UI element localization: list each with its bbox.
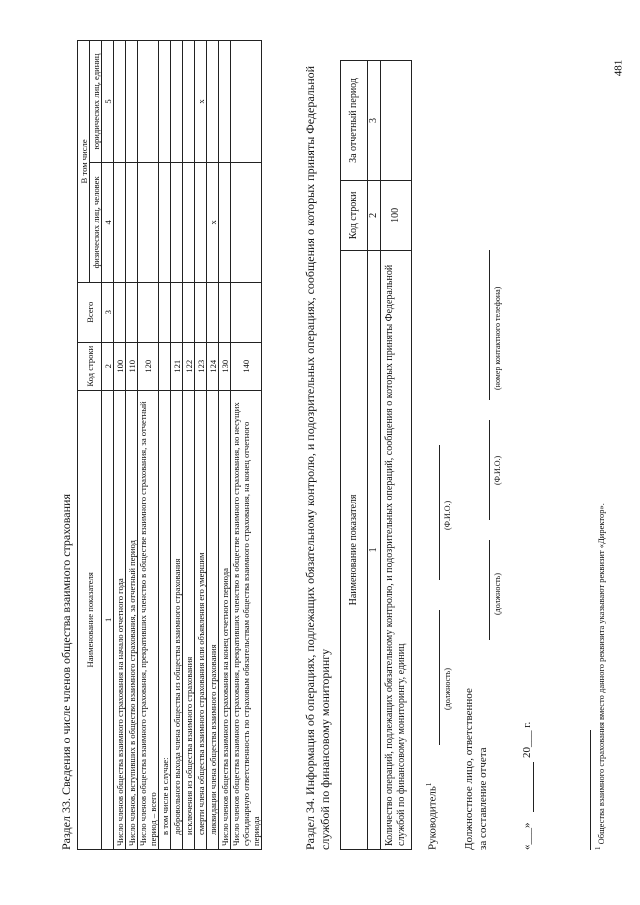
row-individuals: x [207, 162, 219, 282]
row-legal: x [195, 41, 207, 163]
row-individuals[interactable] [138, 162, 159, 282]
header-name: Наименование показателя [341, 250, 368, 849]
row-total[interactable] [231, 282, 262, 342]
section34-title: Раздел 34. Информация об операциях, подлежащих обязательному контролю, и подозрительных операциях, сообщения о которых приняты Федеральной службой по финансовому мониторингу [303, 65, 332, 850]
responsible-label: Должностное лицо, ответственное [463, 688, 475, 850]
row-code: 130 [219, 342, 231, 390]
responsible-position-line[interactable] [489, 540, 490, 640]
head-position-line[interactable] [439, 610, 440, 745]
col-number: 1 [102, 390, 114, 849]
col-number: 3 [368, 61, 381, 181]
row-name: ликвидации члена общества взаимного страхования [207, 390, 219, 849]
row-total[interactable] [183, 282, 195, 342]
row-name: добровольного выхода члена общества из общества взаимного страхования [171, 390, 183, 849]
row-legal[interactable] [219, 41, 231, 163]
row-individuals[interactable] [219, 162, 231, 282]
responsible-fio-line[interactable] [489, 420, 490, 520]
row-name: Число членов общества взаимного страхования на начало отчетного года [114, 390, 126, 849]
row-code: 100 [114, 342, 126, 390]
section33-table [77, 40, 262, 850]
table-row [231, 41, 262, 850]
table-row [219, 41, 231, 850]
date-month-line[interactable] [533, 762, 534, 812]
table-row [114, 41, 126, 850]
responsible-fio-caption: (Ф.И.О.) [493, 455, 502, 485]
header-legal: юридических лиц, единиц [90, 41, 102, 163]
row-individuals[interactable] [126, 162, 138, 282]
row-legal[interactable] [183, 41, 195, 163]
row-code: 110 [126, 342, 138, 390]
header-total: Всего [78, 282, 102, 342]
row-name: Число членов, вступивших в общество взаимного страхования, за отчетный период [126, 390, 138, 849]
head-position-caption: (должность) [443, 668, 452, 710]
date-year[interactable]: 20___ г. [521, 721, 533, 758]
table-row [171, 41, 183, 850]
rotated-page [45, 30, 640, 880]
row-name: Число членов общества взаимного страхования, прекративших членство в обществе взаимного страхования, но несущих субсидиарную ответственность по страховым обязательствам общества взаимного страхования, на конец отчетного периода [231, 390, 262, 849]
row-name: Число членов общества взаимного страхования, прекративших членство в обществе взаимного страхования, за отчетный период – всего [138, 390, 159, 849]
responsible-position-caption: (должность) [493, 573, 502, 615]
row-total[interactable] [159, 282, 171, 342]
head-label: Руководитель$^1$ [425, 782, 439, 850]
row-name: Число членов общества взаимного страхования на конец отчетного периода [219, 390, 231, 849]
header-including: В том числе [78, 41, 90, 283]
section34-table [340, 60, 412, 850]
row-individuals[interactable] [159, 162, 171, 282]
col-number: 2 [368, 180, 381, 250]
row-individuals[interactable] [195, 162, 207, 282]
row-legal[interactable] [207, 41, 219, 163]
phone-caption: (номер контактного телефона) [493, 286, 502, 390]
row-name: смерти члена общества взаимного страхования или объявления его умершим [195, 390, 207, 849]
header-code: Код строки [341, 180, 368, 250]
table-row [183, 41, 195, 850]
row-code [159, 342, 171, 390]
row-code: 122 [183, 342, 195, 390]
head-fio-caption: (Ф.И.О.) [443, 500, 452, 530]
col-number: 4 [102, 162, 114, 282]
row-individuals[interactable] [183, 162, 195, 282]
responsible-label: за составление отчета [477, 747, 489, 850]
col-number: 1 [368, 250, 381, 849]
table-row [126, 41, 138, 850]
row-code: 100 [381, 180, 412, 250]
header-name: Наименование показателя [78, 390, 102, 849]
col-number: 2 [102, 342, 114, 390]
row-name: Количество операций, подлежащих обязательному контролю, и подозрительных операций, сообщения о которых приняты Федеральной службой по финансовому мониторингу, единиц [381, 250, 412, 849]
col-number: 5 [102, 41, 114, 163]
responsible-phone-line[interactable] [489, 250, 490, 400]
row-legal[interactable] [126, 41, 138, 163]
header-period: За отчетный период [341, 61, 368, 181]
row-legal[interactable] [171, 41, 183, 163]
row-name: исключения из общества взаимного страхования [183, 390, 195, 849]
row-total[interactable] [138, 282, 159, 342]
row-individuals[interactable] [114, 162, 126, 282]
table-row [195, 41, 207, 850]
row-individuals[interactable] [231, 162, 262, 282]
table-row [381, 61, 412, 850]
row-code: 121 [171, 342, 183, 390]
row-code: 123 [195, 342, 207, 390]
row-total[interactable] [207, 282, 219, 342]
date-day[interactable]: «___» [521, 822, 533, 850]
row-total[interactable] [195, 282, 207, 342]
row-legal[interactable] [231, 41, 262, 163]
footnote: $^1$ Общества взаимного страхования вместо данного реквизита указывают реквизит «Директор». [594, 503, 606, 850]
row-value[interactable] [381, 61, 412, 181]
row-individuals[interactable] [171, 162, 183, 282]
table-row [159, 41, 171, 850]
row-legal[interactable] [114, 41, 126, 163]
table-row [138, 41, 159, 850]
table-row [207, 41, 219, 850]
row-legal[interactable] [138, 41, 159, 163]
row-total[interactable] [126, 282, 138, 342]
head-fio-line[interactable] [439, 445, 440, 580]
row-code: 120 [138, 342, 159, 390]
col-number: 3 [102, 282, 114, 342]
footnote-divider [590, 730, 591, 850]
row-total[interactable] [219, 282, 231, 342]
row-code: 124 [207, 342, 219, 390]
row-name: в том числе в случае: [159, 390, 171, 849]
page-number: 481 [611, 59, 624, 77]
row-code: 140 [231, 342, 262, 390]
header-code: Код строки [78, 342, 102, 390]
row-total[interactable] [171, 282, 183, 342]
section33-title: Раздел 33. Сведения о числе членов общества взаимного страхования [59, 494, 73, 850]
row-total[interactable] [114, 282, 126, 342]
row-legal[interactable] [159, 41, 171, 163]
header-individuals: физических лиц, человек [90, 162, 102, 282]
